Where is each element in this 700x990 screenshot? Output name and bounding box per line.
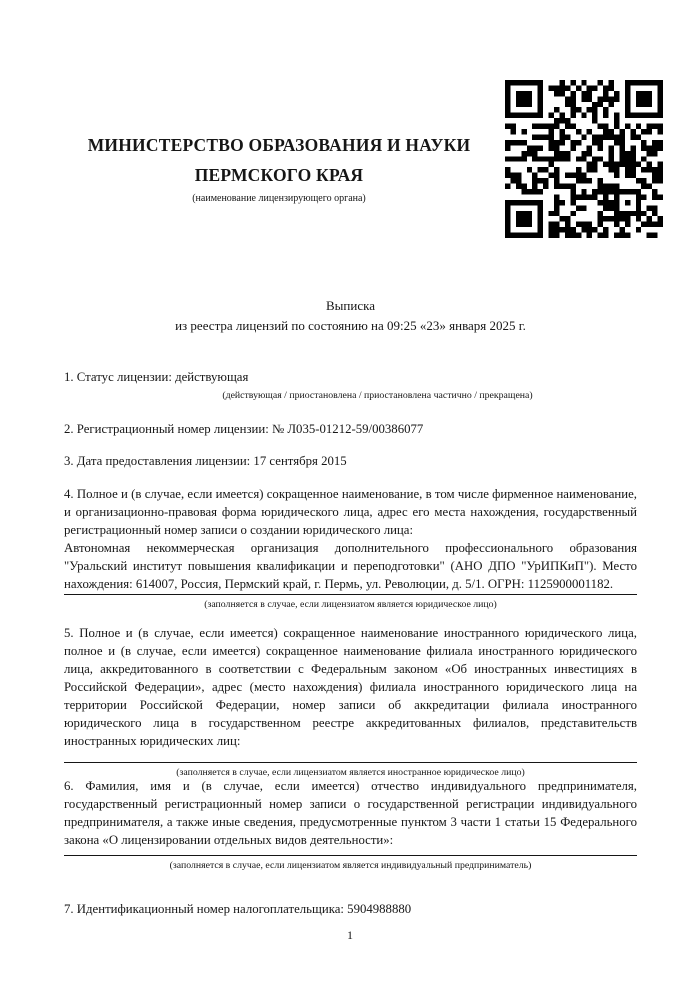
qr-code	[505, 80, 663, 238]
registration-number-text: 2. Регистрационный номер лицензии: № Л035-01212-59/00386077	[64, 422, 424, 436]
document-title-line1: Выписка	[326, 298, 375, 313]
ministry-name-line1: МИНИСТЕРСТВО ОБРАЗОВАНИЯ И НАУКИ	[87, 135, 471, 155]
individual-entrepreneur-text: 6. Фамилия, имя и (в случае, если имеется) отчество индивидуального предпринимателя, государственный регистрационный номер записи о государственной регистрации индивидуального предпринимателя, а также иные сведения, предусмотренные пунктом 3 части 1 статьи 15 Федерального закона «О лицензировании отдельных видов деятельности»:	[64, 779, 637, 847]
foreign-entity-note: (заполняется в случае, если лицензиатом является иностранное юридическое лицо)	[176, 767, 525, 778]
fill-line	[64, 855, 637, 856]
document-title	[64, 296, 637, 336]
legal-entity-text: 4. Полное и (в случае, если имеется) сокращенное наименование, в том числе фирменное наименование, и организационно-правовая форма юридического лица, адрес его места нахождения, государственный регистрационный номер записи о создании юридического лица:	[64, 487, 637, 537]
foreign-entity-text: 5. Полное и (в случае, если имеется) сокращенное наименование иностранного юридического лица, полное и (в случае, если имеется) сокращенное наименование филиала иностранного юридического лица, аккредитованного в соответствии с Федеральным законом «Об иностранных инвестициях в Российской Федерации», адрес (место нахождения) филиала иностранного юридического лица на территории Российской Федерации, номер записи об аккредитации филиала иностранного юридического лица в государственном реестре аккредитованных филиалов, представительств иностранных юридических лиц:	[64, 626, 637, 748]
license-status-note: (действующая / приостановлена / приостановлена частично / прекращена)	[222, 390, 533, 401]
legal-entity-note: (заполняется в случае, если лицензиатом является юридическое лицо)	[204, 599, 497, 610]
ministry-header	[58, 130, 500, 204]
taxpayer-id-text: 7. Идентификационный номер налогоплательщика: 5904988880	[64, 902, 412, 916]
fill-line	[64, 762, 637, 763]
field-individual-entrepreneur	[64, 777, 637, 872]
ministry-name-line2: ПЕРМСКОГО КРАЯ	[194, 165, 364, 185]
page-number: 1	[347, 928, 353, 942]
field-foreign-entity	[64, 624, 637, 779]
grant-date-text: 3. Дата предоставления лицензии: 17 сентября 2015	[64, 454, 347, 468]
ministry-subtitle: (наименование лицензирующего органа)	[192, 193, 366, 204]
document-title-line2: из реестра лицензий по состоянию на 09:25 «23» января 2025 г.	[175, 318, 526, 333]
field-registration-number	[64, 420, 637, 438]
field-taxpayer-id	[64, 900, 637, 918]
field-grant-date	[64, 452, 637, 470]
field-license-status	[64, 368, 637, 402]
legal-entity-value: Автономная некоммерческая организация дополнительного профессионального образования "Уральский институт повышения квалификации и переподготовки" (АНО ДПО "УрИПКиП"). Место нахождения: 614007, Россия, Пермский край, г. Пермь, ул. Революции, д. 5/1. ОГРН: 1125900001182.	[64, 541, 637, 591]
fill-line	[64, 594, 637, 595]
license-status-text: 1. Статус лицензии: действующая	[64, 370, 249, 384]
field-legal-entity	[64, 485, 637, 611]
individual-entrepreneur-note: (заполняется в случае, если лицензиатом является индивидуальный предприниматель)	[169, 860, 532, 871]
